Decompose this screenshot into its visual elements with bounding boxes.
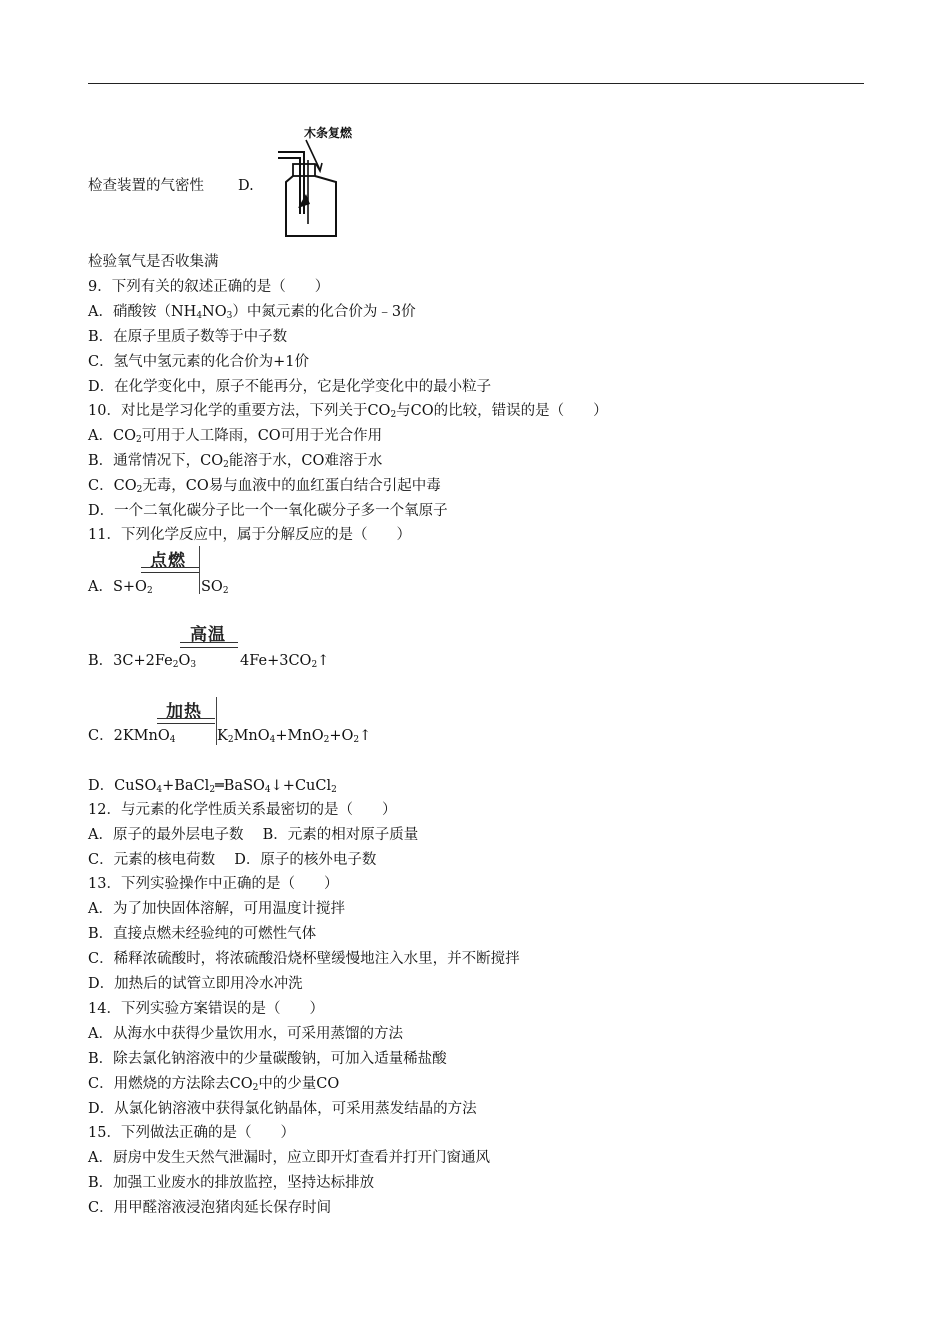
q11-c-product: $K_2MnO_4+MnO_2+O_2↑$ bbox=[217, 728, 372, 745]
figure-label: 木条复燃 bbox=[304, 126, 353, 140]
q11-b-reaction-sign bbox=[180, 642, 238, 648]
q12-options-cd: C．元素的核电荷数 D．原子的核外电子数 bbox=[88, 852, 377, 868]
q11-option-c: C．2KMnO$_4$ bbox=[88, 728, 176, 745]
q14-option-d: D．从氯化钠溶液中获得氯化钠晶体，可采用蒸发结晶的方法 bbox=[88, 1101, 477, 1117]
q11-a-reaction-sign bbox=[141, 567, 199, 573]
q11-a-product: $SO_2$ bbox=[201, 579, 229, 596]
q10-option-b: B．通常情况下，$CO_2$能溶于水，CO难溶于水 bbox=[88, 453, 383, 470]
q13-option-a: A．为了加快固体溶解，可用温度计搅拌 bbox=[88, 901, 345, 917]
option-c-caption: 检查装置的气密性 D. bbox=[88, 178, 254, 194]
q10-stem: 10．对比是学习化学的重要方法，下列关于$CO_2$与CO的比较，错误的是（ ） bbox=[88, 403, 608, 420]
q9-option-b: B．在原子里质子数等于中子数 bbox=[88, 329, 288, 345]
q11-c-reaction-sign bbox=[157, 718, 215, 724]
q10-option-a: A．$CO_2$可用于人工降雨，CO可用于光合作用 bbox=[88, 428, 383, 445]
q11-b-product: $4Fe+3CO_2↑$ bbox=[240, 653, 330, 670]
header-rule bbox=[88, 83, 864, 84]
q15-stem: 15．下列做法正确的是（ ） bbox=[88, 1125, 295, 1141]
q11-option-b: B．$3C+2Fe_2O_3$ bbox=[88, 653, 197, 670]
q14-stem: 14．下列实验方案错误的是（ ） bbox=[88, 1001, 324, 1017]
gas-bottle-image bbox=[276, 124, 358, 244]
q12-options-ab: A．原子的最外层电子数 B．元素的相对原子质量 bbox=[88, 827, 419, 843]
q14-option-b: B．除去氯化钠溶液中的少量碳酸钠，可加入适量稀盐酸 bbox=[88, 1051, 447, 1067]
q11-c-condition: 加热 bbox=[166, 702, 202, 722]
q11-option-d: D．CuSO$_4$+BaCl$_2$═BaSO$_4$↓+CuCl$_2$ bbox=[88, 778, 337, 795]
q9-stem: 9．下列有关的叙述正确的是（ ） bbox=[88, 279, 330, 295]
q15-option-b: B．加强工业废水的排放监控，坚持达标排放 bbox=[88, 1175, 375, 1191]
q15-option-a: A．厨房中发生天然气泄漏时，应立即开灯查看并打开门窗通风 bbox=[88, 1150, 490, 1166]
q12-stem: 12．与元素的化学性质关系最密切的是（ ） bbox=[88, 802, 397, 818]
q9-option-d: D．在化学变化中，原子不能再分，它是化学变化中的最小粒子 bbox=[88, 379, 492, 395]
q10-option-c: C．$CO_2$无毒，CO易与血液中的血红蛋白结合引起中毒 bbox=[88, 478, 441, 495]
q13-option-c: C．稀释浓硫酸时，将浓硫酸沿烧杯壁缓慢地注入水里，并不断搅拌 bbox=[88, 951, 520, 967]
q11-a-condition: 点燃 bbox=[150, 551, 186, 571]
q13-stem: 13．下列实验操作中正确的是（ ） bbox=[88, 876, 339, 892]
q9-option-c: C．氢气中氢元素的化合价为+1价 bbox=[88, 354, 309, 370]
q15-option-c: C．用甲醛溶液浸泡猪肉延长保存时间 bbox=[88, 1200, 332, 1216]
oxygen-test-figure bbox=[276, 124, 358, 244]
option-d-caption: 检验氧气是否收集满 bbox=[88, 254, 219, 270]
q10-option-d: D．一个二氧化碳分子比一个一氧化碳分子多一个氧原子 bbox=[88, 503, 448, 519]
q11-stem: 11．下列化学反应中，属于分解反应的是（ ） bbox=[88, 527, 411, 543]
option-d-label: D. bbox=[238, 178, 254, 194]
q13-option-d: D．加热后的试管立即用冷水冲洗 bbox=[88, 976, 303, 992]
q13-option-b: B．直接点燃未经验纯的可燃性气体 bbox=[88, 926, 317, 942]
q11-a-divider bbox=[199, 546, 200, 594]
q11-option-a: A．$S+O_2$ bbox=[88, 579, 153, 596]
q9-option-a: A．硝酸铵$(NH_4NO_3)$中氮元素的化合价为﹣3价 bbox=[88, 304, 416, 321]
q11-b-condition: 高温 bbox=[190, 625, 226, 645]
q14-option-c: C．用燃烧的方法除去$CO_2$中的少量CO bbox=[88, 1076, 340, 1093]
q14-option-a: A．从海水中获得少量饮用水，可采用蒸馏的方法 bbox=[88, 1026, 403, 1042]
